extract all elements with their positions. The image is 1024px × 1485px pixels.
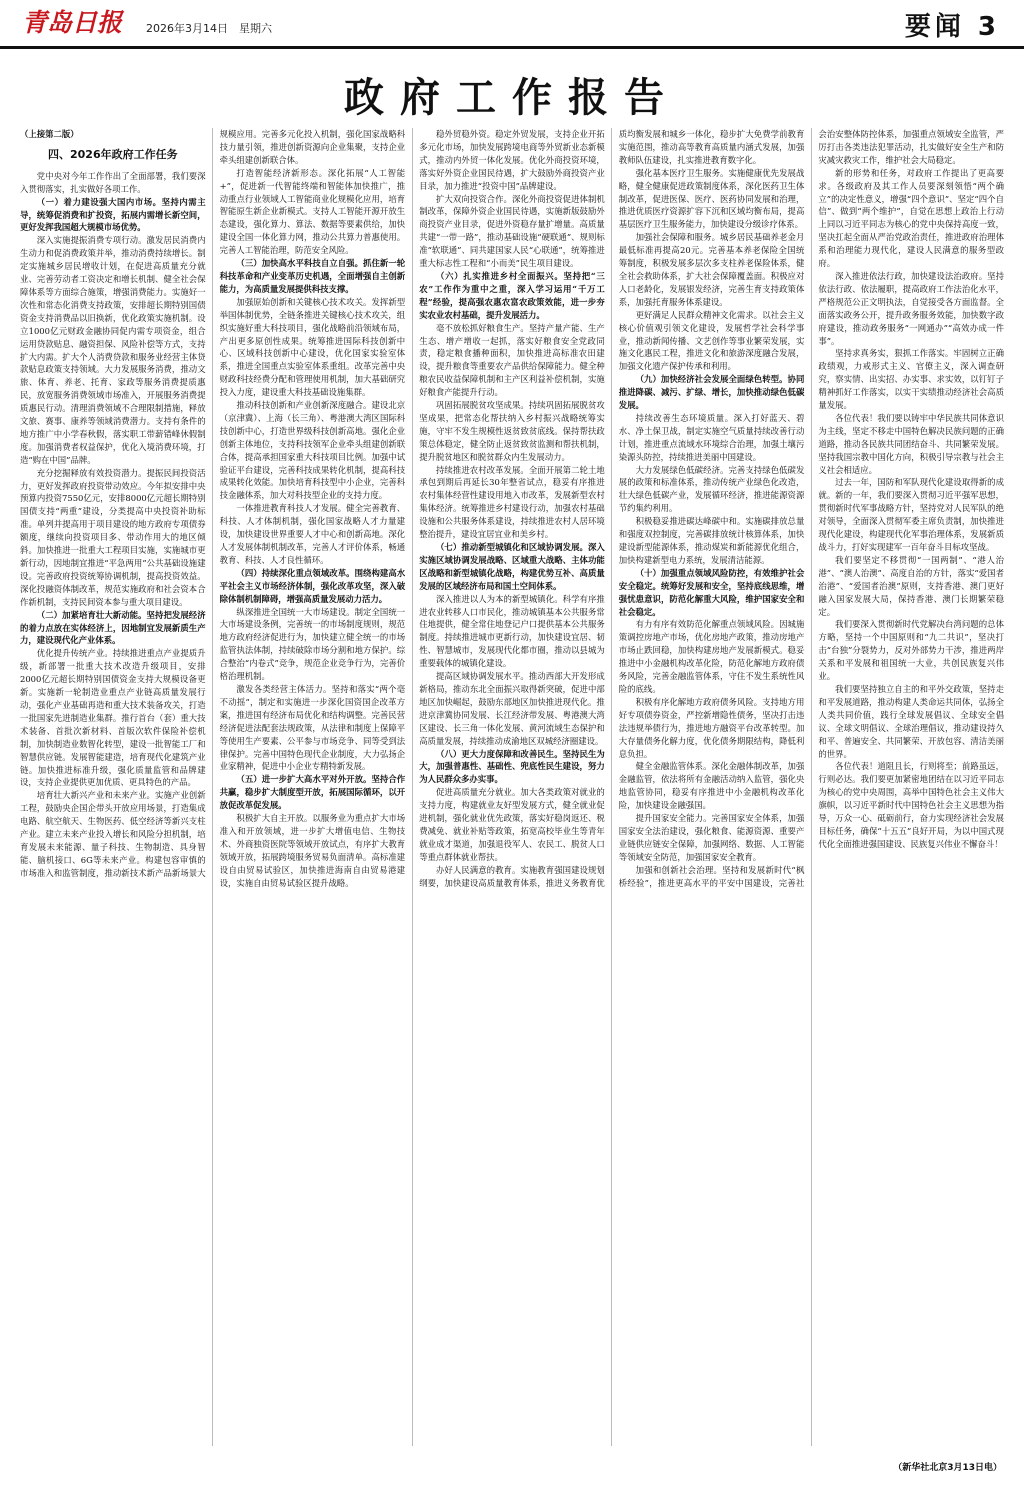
article-paragraph: 更好满足人民群众精神文化需求。以社会主义核心价值观引领文化建设，发展哲学社会科学事业，推动新闻传播、文艺创作等事业繁荣发展，实施文化惠民工程，推进文化和旅游深度融合发展，加强文化遗产保护传承和利用。: [618, 309, 805, 372]
article-paragraph: 深入推进依法行政，加快建设法治政府。坚持依法行政、依法履职，提高政府工作法治化水平，严格规范公正文明执法，自觉接受各方面监督。全面落实政务公开，提升政务服务效能，加快数字政府建设，推动政务服务“一网通办”“高效办成一件事”。: [818, 270, 1004, 346]
article-paragraph: 坚持求真务实，狠抓工作落实。牢固树立正确政绩观，力戒形式主义、官僚主义，深入调查研究，察实情、出实招、办实事、求实效，以钉钉子精神抓好工作落实，以实干实绩推动经济社会高质量发展。: [818, 348, 1004, 411]
article-paragraph: 提升国家安全能力。完善国家安全体系，加强国家安全法治建设，强化粮食、能源资源、重要产业链供应链安全保障，加强网络、数据、人工智能等领域安全防范，加强国家安全教育。: [618, 813, 805, 862]
article-paragraph: 各位代表！道阻且长，行则将至；前路虽远，行则必达。我们要更加紧密地团结在以习近平同志为核心的党中央周围，高举中国特色社会主义伟大旗帜，以习近平新时代中国特色社会主义思想为指导，万众一心、砥砺前行，奋力实现经济社会发展目标任务，确保“十五五”良好开局，为以中国式现代化全面推进强国建设、民族复兴伟业不懈奋斗！: [818, 761, 1004, 849]
article-paragraph: （十）加强重点领域风险防控，有效维护社会安全稳定。统筹好发展和安全，坚持底线思维，增强忧患意识，防范化解重大风险，维护国家安全和社会稳定。: [618, 567, 805, 617]
article-paragraph: （三）加快高水平科技自立自强。抓住新一轮科技革命和产业变革历史机遇，全面增强自主创新能力，为高质量发展提供科技支撑。: [219, 258, 406, 294]
article-paragraph: 促进高质量充分就业。加大各类政策对就业的支持力度，构建就业友好型发展方式，健全就业促进机制，强化就业优先政策，落实好稳岗返还、税费减免、就业补贴等政策，拓宽高校毕业生等青年就业成才渠道，加强退役军人、农民工、脱贫人口等重点群体就业帮扶。: [419, 787, 605, 862]
article-paragraph: （九）加快经济社会发展全面绿色转型。协同推进降碳、减污、扩绿、增长，加快推动绿色低碳发展。: [618, 374, 805, 411]
article-paragraph: 党中央对今年工作作出了全面部署，我们要深入贯彻落实，扎实做好各项工作。: [20, 170, 206, 194]
article-paragraph: 积极有序化解地方政府债务风险。支持地方用好专项债券资金，严控新增隐性债务，坚决打击违法违规举债行为，推进地方融资平台改革转型。加大存量债务化解力度，优化债务期限结构，降低利息负担。: [618, 696, 805, 759]
article-paragraph: 大力发展绿色低碳经济。完善支持绿色低碳发展的政策和标准体系，推动传统产业绿色化改造，壮大绿色低碳产业，发展循环经济，推进能源资源节约集约利用。: [618, 464, 805, 514]
article-paragraph: 打造智能经济新形态。深化拓展“人工智能+”，促进新一代智能终端和智能体加快推广，推动重点行业领域人工智能商业化规模化应用，培育智能原生新企业新模式。支持人工智能开源开放生态建设，强化算力、算法、数据等要素供给，加快建设全国一体化算力网，推动公共算力普惠使用。完善人工智能治理，防范安全风险。: [219, 167, 406, 256]
article-paragraph: 过去一年，国防和军队现代化建设取得新的成就。新的一年，我们要深入贯彻习近平强军思想，贯彻新时代军事战略方针，坚持党对人民军队的绝对领导，全面深入贯彻军委主席负责制，加快推进现代化建设，构建现代化军事治理体系，发展新质战斗力，打好实现建军一百年奋斗目标攻坚战。: [818, 477, 1004, 552]
article-body: [20, 128, 1004, 1446]
article-paragraph: （七）推动新型城镇化和区域协调发展。深入实施区域协调发展战略、区域重大战略、主体功能区战略和新型城镇化战略，构建优势互补、高质量发展的区域经济布局和国土空间体系。: [419, 542, 605, 591]
issue-date: 2026年3月14日 星期六: [146, 22, 272, 35]
section-heading: 四、2026年政府工作任务: [47, 147, 178, 161]
article-paragraph: 办好人民满意的教育。实施教育强国建设规划纲要，加快建设高质量教育体系，推进义务教育优质均衡发展和城乡一体化，稳步扩大免费学前教育实施范围，推动高等教育高质量内涵式发展，加强教师队伍建设，扎实推进教育数字化。: [419, 129, 805, 888]
article-paragraph: （四）持续深化重点领域改革。围绕构建高水平社会主义市场经济体制，强化改革攻坚，深入破除体制机制障碍，增强高质量发展动力活力。: [219, 567, 406, 604]
article-paragraph: 加强和创新社会治理。坚持和发展新时代“枫桥经验”，推进更高水平的平安中国建设，完善社会治安整体防控体系，加强重点领域安全监管，严厉打击各类违法犯罪活动，扎实做好安全生产和防灾减灾救灾工作，维护社会大局稳定。: [618, 129, 1004, 888]
article-paragraph: 健全金融监管体系。深化金融体制改革，加强金融监管，依法将所有金融活动纳入监管，强化央地监管协同，稳妥有序推进中小金融机构改革化险，加快建设金融强国。: [618, 761, 805, 811]
newspaper-logo: [20, 4, 132, 38]
article-paragraph: 深入实施提振消费专项行动。激发居民消费内生动力和促消费政策并举，推动消费持续增长。制定实施城乡居民增收计划，在促进高质量充分就业、完善劳动者工资决定和增长机制、健全社会保障体系等方面综合施策，增强消费能力。实施好一次性和常态化消费支持政策，安排超长期特别国债资金支持消费品以旧换新，优化政策实施机制。设立1000亿元财政金融协同促内需专项资金，组合运用贷款贴息、融资担保、风险补偿等方式，支持扩大内需。扩大个人消费贷款和服务业经营主体贷款贴息政策支持领域。大力发展服务消费，推动文旅、体育、养老、托育、家政等服务消费提质惠民，放宽服务消费领域市场准入，开展服务消费提质惠民行动。清理消费领域不合理限制措施，释放文旅、赛事、康养等领域消费潜力。支持有条件的地方推广中小学春秋假，落实职工带薪错峰休假制度。加强消费者权益保护，优化入境消费环境，打造“购在中国”品牌。: [20, 235, 206, 465]
article-paragraph: 激发各类经营主体活力。坚持和落实“两个毫不动摇”，制定和实施进一步深化国资国企改革方案，推进国有经济布局优化和结构调整。完善民营经济促进法配套法规政策，从法律和制度上保障平等使用生产要素、公平参与市场竞争、同等受到法律保护。完善中国特色现代企业制度，大力弘扬企业家精神，促进中小企业专精特新发展。: [219, 683, 406, 772]
article-paragraph: （一）着力建设强大国内市场。坚持内需主导，统筹促消费和扩投资，拓展内需增长新空间，更好发挥我国超大规模市场优势。: [20, 196, 206, 233]
article-paragraph: 加强社会保障和服务。城乡居民基础养老金月最低标准再提高20元。完善基本养老保险全国统筹制度，积极发展多层次多支柱养老保险体系，健全社会救助体系，扩大社会保障覆盖面。积极应对人口老龄化，发展银发经济，完善生育支持政策体系，加强托育服务体系建设。: [618, 232, 805, 307]
article-paragraph: （五）进一步扩大高水平对外开放。坚持合作共赢，稳步扩大制度型开放，拓展国际循环，以开放促改革促发展。: [219, 774, 406, 811]
article-paragraph: 培育壮大新兴产业和未来产业。实施产业创新工程，鼓励央企国企带头开放应用场景，打造集成电路、航空航天、生物医药、低空经济等新兴支柱产业。建立未来产业投入增长和风险分担机制，培育发展未来能源、量子科技、生物制造、具身智能、脑机接口、6G等未来产业。构建包容审慎的市场准入和监管制度，推动新技术新产品新场景大规模应用。完善多元化投入机制，强化国家战略科技力量引领，推进创新资源向企业集聚，支持企业牵头组建创新联合体。: [20, 129, 406, 878]
article-paragraph: 推动科技创新和产业创新深度融合。建设北京（京津冀）、上海（长三角）、粤港澳大湾区国际科技创新中心，打造世界级科技创新高地。强化企业创新主体地位，支持科技领军企业牵头组建创新联合体，提高承担国家重大科技项目比例。加强中试验证平台建设，完善科技成果转化机制，提高科技成果转化效能。加快培育科技型中小企业，完善科技金融体系，加大对科技型企业的支持力度。: [219, 400, 406, 501]
article-paragraph: 有力有序有效防范化解重点领域风险。因城施策调控房地产市场，优化房地产政策，推动房地产市场止跌回稳，加快构建房地产发展新模式。稳妥推进中小金融机构改革化险，防范化解地方政府债务风险，完善金融监管体系，守住不发生系统性风险的底线。: [618, 619, 805, 694]
article-paragraph: 我们要坚定不移贯彻“一国两制”、“港人治港”、“澳人治澳”、高度自治的方针，落实“爱国者治港”、“爱国者治澳”原则，支持香港、澳门更好融入国家发展大局，保持香港、澳门长期繁荣稳定。: [818, 554, 1004, 617]
article-paragraph: 加强原始创新和关键核心技术攻关。发挥新型举国体制优势，全链条推进关键核心技术攻关，组织实施好重大科技项目，强化战略前沿领域布局，产出更多原创性成果。统筹推进国际科技创新中心、区域科技创新中心建设，优化国家实验室体系，推进全国重点实验室体系重组。改革完善中央财政科技经费分配和管理使用机制，加大基础研究投入力度，建设重大科技基础设施集群。: [219, 296, 406, 398]
article-paragraph: 持续推进农村改革发展。全面开展第二轮土地承包到期后再延长30年整省试点，稳妥有序推进农村集体经营性建设用地入市改革，发展新型农村集体经济。统筹推进乡村建设行动，加强农村基础设施和公共服务体系建设，持续推进农村人居环境整治提升，建设宜居宜业和美乡村。: [419, 464, 605, 540]
news-credit: （新华社北京3月13日电）: [893, 1463, 1002, 1473]
article-paragraph: 积极稳妥推进碳达峰碳中和。实施碳排放总量和强度双控制度，完善碳排放统计核算体系，加快建设新型能源体系，推动煤炭和新能源优化组合，加快构建新型电力系统，发展清洁能源。: [618, 516, 805, 565]
article-paragraph: （八）更大力度保障和改善民生。坚持民生为大，加强普惠性、基础性、兜底性民生建设，努力为人民群众多办实事。: [419, 748, 605, 785]
logo-text: 青岛日报: [22, 8, 123, 37]
article-paragraph: 持续改善生态环境质量。深入打好蓝天、碧水、净土保卫战，制定实施空气质量持续改善行动计划，推进重点流域水环境综合治理，加强土壤污染源头防控，持续推进美丽中国建设。: [618, 412, 805, 462]
article-paragraph: 我们要坚持独立自主的和平外交政策，坚持走和平发展道路，推动构建人类命运共同体，弘扬全人类共同价值，践行全球发展倡议、全球安全倡议、全球文明倡议、全球治理倡议，推动建设持久和平、普遍安全、共同繁荣、开放包容、清洁美丽的世界。: [818, 683, 1004, 759]
article-paragraph: 一体推进教育科技人才发展。健全完善教育、科技、人才体制机制，强化国家战略人才力量建设，加快建设世界重要人才中心和创新高地。深化人才发展体制机制改革，完善人才评价体系，畅通教育、科技、人才良性循环。: [219, 503, 406, 565]
article-paragraph: 提高区域协调发展水平。推动西部大开发形成新格局，推动东北全面振兴取得新突破，促进中部地区加快崛起，鼓励东部地区加快推进现代化。推进京津冀协同发展、长江经济带发展、粤港澳大湾区建设、长三角一体化发展、黄河流域生态保护和高质量发展，持续推动成渝地区双城经济圈建设。: [419, 671, 605, 746]
article-paragraph: 纵深推进全国统一大市场建设。制定全国统一大市场建设条例，完善统一的市场制度规则，规范地方政府经济促进行为，加快建立健全统一的市场监管执法体制，持续破除市场分割和地方保护。综合整治“内卷式”竞争，规范企业竞争行为，完善价格治理机制。: [219, 606, 406, 682]
masthead: [0, 0, 1024, 49]
continued-note: （上接第二版）: [20, 129, 79, 139]
article-paragraph: 深入推进以人为本的新型城镇化。科学有序推进农业转移人口市民化，推动城镇基本公共服务常住地提供，健全常住地登记户口提供基本公共服务制度。持续推进城市更新行动，加快建设宜居、韧性、智慧城市，发展现代化都市圈，推动以县城为重要载体的城镇化建设。: [419, 593, 605, 669]
article-paragraph: 强化基本医疗卫生服务。实施健康优先发展战略，健全健康促进政策制度体系，深化医药卫生体制改革，促进医保、医疗、医药协同发展和治理，推进优质医疗资源扩容下沉和区域均衡布局，提高基层医疗卫生服务能力，加快建设分级诊疗体系。: [618, 167, 805, 230]
article-paragraph: 巩固拓展脱贫攻坚成果。持续巩固拓展脱贫攻坚成果，把常态化帮扶纳入乡村振兴战略统筹实施，守牢不发生规模性返贫致贫底线。保持帮扶政策总体稳定，健全防止返贫致贫监测和帮扶机制，提升脱贫地区和脱贫群众内生发展动力。: [419, 400, 605, 462]
article-paragraph: 充分挖掘释放有效投资潜力。提振民间投资活力，更好发挥政府投资带动效应。今年拟安排中央预算内投资7550亿元，安排8000亿元超长期特别国债支持“两重”建设，分类提高中央投资补助标准。单列并提高用于项目建设的地方政府专项债券额度，继续向投资项目多、带动作用大的地区倾斜。加快推进一批重大工程项目实施，实施城市更新行动，因地制宜推进“平急两用”公共基础设施建设。完善政府投资统筹协调机制，提高投资效益。深化投融资体制改革，规范实施政府和社会资本合作新机制，支持民间资本参与重大项目建设。: [20, 467, 206, 607]
article-paragraph: 积极扩大自主开放。以服务业为重点扩大市场准入和开放领域，进一步扩大增值电信、生物技术、外商独资医院等领域开放试点，有序扩大教育领域开放，拓展跨境服务贸易负面清单。高标准建设自由贸易试验区，加快推进海南自由贸易港建设，实施自由贸易试验区提升战略。: [219, 813, 406, 888]
article-paragraph: 我们要深入贯彻新时代党解决台湾问题的总体方略，坚持一个中国原则和“九二共识”，坚决打击“台独”分裂势力，反对外部势力干涉，推进两岸关系和平发展和祖国统一大业，共创民族复兴伟业。: [818, 619, 1004, 682]
article-paragraph: 新的形势和任务，对政府工作提出了更高要求。各级政府及其工作人员要深刻领悟“两个确立”的决定性意义，增强“四个意识”、坚定“四个自信”、做到“两个维护”，自觉在思想上政治上行动上同以习近平同志为核心的党中央保持高度一致，坚决扛起全面从严治党政治责任，推进政府治理体系和治理能力现代化，建设人民满意的服务型政府。: [818, 167, 1004, 269]
article-paragraph: 优化提升传统产业。持续推进重点产业提质升级，新部署一批重大技术改造升级项目，安排2000亿元超长期特别国债资金支持大规模设备更新。实施新一轮制造业重点产业链高质量发展行动，强化产业基础再造和重大技术装备攻关，打造一批国家先进制造业集群。推行首台（套）重大技术装备、首批次新材料、首版次软件保险补偿机制，加快制造业数智化转型，建设一批智能工厂和智慧供应链。发展智能建造，培育现代化建筑产业链。加快推进标准升级，强化质量监管和品牌建设，支持企业提供更加优质、更具特色的产品。: [20, 648, 206, 788]
section-title: 要闻 3: [904, 12, 1000, 42]
article-paragraph: 各位代表！我们要以铸牢中华民族共同体意识为主线，坚定不移走中国特色解决民族问题的正确道路，推动各民族共同团结奋斗、共同繁荣发展。坚持我国宗教中国化方向，积极引导宗教与社会主义社会相适应。: [818, 412, 1004, 475]
article-paragraph: 毫不放松抓好粮食生产。坚持产量产能、生产生态、增产增收一起抓，落实好粮食安全党政同责，稳定粮食播种面积，加快推进高标准农田建设，提升粮食等重要农产品供给保障能力。健全种粮农民收益保障机制和主产区利益补偿机制，实施好粮食产能提升行动。: [419, 322, 605, 398]
article-paragraph: 扩大双向投资合作。深化外商投资促进体制机制改革，保障外资企业国民待遇，实施新版鼓励外商投资产业目录，促进外资稳存量扩增量。高质量共建“一带一路”，推动基础设施“硬联通”、规则标准“软联通”、同共建国家人民“心联通”，统筹推进重大标志性工程和“小而美”民生项目建设。: [419, 193, 605, 269]
page-headline: 政府工作报告: [344, 74, 680, 121]
article-paragraph: （二）加紧培育壮大新动能。坚持把发展经济的着力点放在实体经济上，因地制宜发展新质生产力，建设现代化产业体系。: [20, 609, 206, 646]
article-paragraph: （六）扎实推进乡村全面振兴。坚持把“三农”工作作为重中之重，深入学习运用“千万工程”经验，提高强农惠农富农政策效能，进一步夯实农业农村基础，提升发展活力。: [419, 270, 605, 320]
article-paragraph: 稳外贸稳外资。稳定外贸发展，支持企业开拓多元化市场，加快发展跨境电商等外贸新业态新模式，推动内外贸一体化发展。优化外商投资环境，落实好外资企业国民待遇，扩大鼓励外商投资产业目录，加力推进“投资中国”品牌建设。: [419, 129, 605, 191]
